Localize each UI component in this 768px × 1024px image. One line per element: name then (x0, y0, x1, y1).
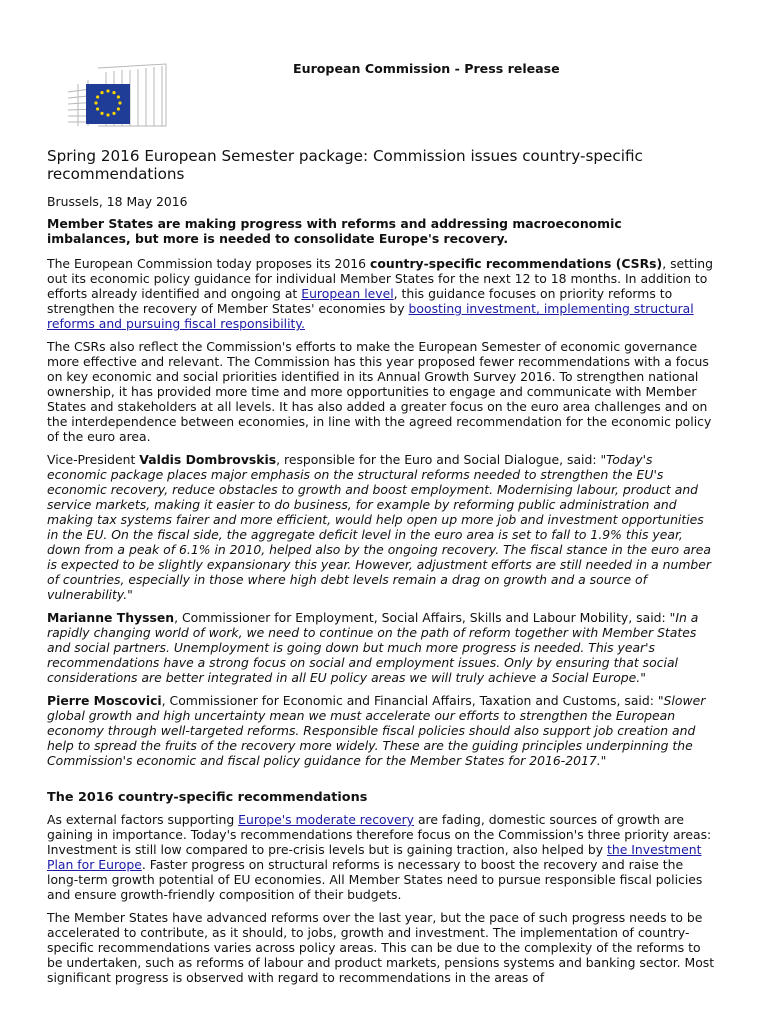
paragraph-dombrovskis (47, 452, 715, 602)
speaker-name: Marianne Thyssen (47, 610, 175, 625)
text-run: are fading, domestic sources of growth are gaining in importance. Today's recommendations therefore focus on the Commission's three priority areas: Investment is still low compared to pre-crisis levels but is gaining traction, also helped by (47, 812, 712, 857)
header (47, 0, 715, 140)
investment-plan-link[interactable]: the Investment Plan for Europe (47, 842, 702, 872)
press-release-label: European Commission - Press release (293, 61, 560, 76)
moderate-recovery-link[interactable]: Europe's moderate recovery (238, 812, 415, 827)
text-run: , setting out its economic policy guidance for individual Member States for the next 12 to 18 months. In addition to efforts already identified and ongoing at (47, 256, 714, 301)
section-heading: The 2016 country-specific recommendations (47, 790, 368, 805)
paragraph-moscovici (47, 693, 715, 768)
text-run: Vice-President (47, 452, 140, 467)
press-release-page (47, 0, 715, 985)
dateline: Brussels, 18 May 2016 (47, 194, 188, 209)
text-run: , this guidance focuses on priority reforms to strengthen the recovery of Member States' economies by (47, 286, 673, 316)
quote: "Slower global growth and high uncertainty mean we must accelerate our efforts to strengthen the European economy through well-targeted reforms. Responsible fiscal policies should also support job creation and help to spread the fruits of the recovery more widely. These are the guiding principles underpinning the Commission's economic and fiscal policy guidance for the Member States for 2016-2017." (47, 693, 706, 768)
lead-paragraph: Member States are making progress with reforms and addressing macroeconomic imbalances, but more is needed to consolidate Europe's recovery. (47, 216, 622, 246)
paragraph-member-states-reforms: The Member States have advanced reforms over the last year, but the pace of such progress needs to be accelerated to contribute, as it should, to jobs, growth and investment. The implementation of country-specific recommendations varies across policy areas. This can be due to the complexity of the reforms to be undertaken, such as reforms of labour and product markets, pensions systems and banking sector. Most significant progress is observed with regard to recommendations in the areas of (47, 910, 715, 985)
text-run: , Commissioner for Economic and Financial Affairs, Taxation and Customs, said: (161, 693, 658, 708)
quote: "Today's economic package places major emphasis on the structural reforms needed to strengthen the EU's economic recovery, reduce obstacles to growth and boost employment. Modernising labour, product and service markets, making it easier to do business, for example by reforming public administration and making tax systems fairer and more efficient, would help open up more job and investment opportunities in the EU. On the fiscal side, the aggregate deficit level in the euro area is set to fall to 1.9% this year, down from a peak of 6.1% in 2010, helped also by the ongoing recovery. The fiscal stance in the euro area is expected to be slightly expansionary this year. However, adjustment efforts are still needed in a number of countries, especially in those where high debt levels remain a drag on growth and a source of vulnerability." (47, 452, 711, 602)
boosting-investment-link[interactable]: boosting investment, implementing structural reforms and pursuing fiscal responsibility. (47, 301, 694, 331)
quote: "In a rapidly changing world of work, we need to continue on the path of reform together with Member States and social partners. Unemployment is going down but much more progress is needed. This year's recommendations have a strong focus on social and employment issues. Only by ensuring that social considerations are better integrated in all EU policy areas we will truly achieve a Social Europe." (47, 610, 699, 685)
article-body (47, 256, 715, 993)
paragraph-external-factors (47, 812, 715, 902)
european-commission-logo (58, 62, 168, 128)
page-title: Spring 2016 European Semester package: Commission issues country-specific recommendations (47, 147, 643, 183)
text-run: As external factors supporting (47, 812, 239, 827)
speaker-name: Valdis Dombrovskis (139, 452, 277, 467)
csr-term: country-specific recommendations (CSRs) (370, 256, 663, 271)
paragraph-thyssen (47, 610, 715, 685)
text-run: , responsible for the Euro and Social Dialogue, said: (276, 452, 601, 467)
european-level-link[interactable]: European level (301, 286, 394, 301)
text-run: . Faster progress on structural reforms is necessary to boost the recovery and raise the long-term growth potential of EU economies. All Member States need to pursue responsible fiscal policies and ensure growth-friendly composition of their budgets. (47, 857, 703, 902)
paragraph-csr-intro (47, 256, 715, 331)
text-run: The European Commission today proposes its 2016 (47, 256, 371, 271)
paragraph-csr-reflect: The CSRs also reflect the Commission's efforts to make the European Semester of economic governance more effective and relevant. The Commission has this year proposed fewer recommendations with a focus on key economic and social priorities identified in its Annual Growth Survey 2016. To strengthen national ownership, it has provided more time and more opportunities to engage and communicate with Member States and stakeholders at all levels. It has also added a greater focus on the euro area challenges and on the interdependence between economies, in line with the agreed recommendation for the economic policy of the euro area. (47, 339, 712, 444)
text-run: , Commissioner for Employment, Social Affairs, Skills and Labour Mobility, said: (174, 610, 670, 625)
speaker-name: Pierre Moscovici (47, 693, 162, 708)
